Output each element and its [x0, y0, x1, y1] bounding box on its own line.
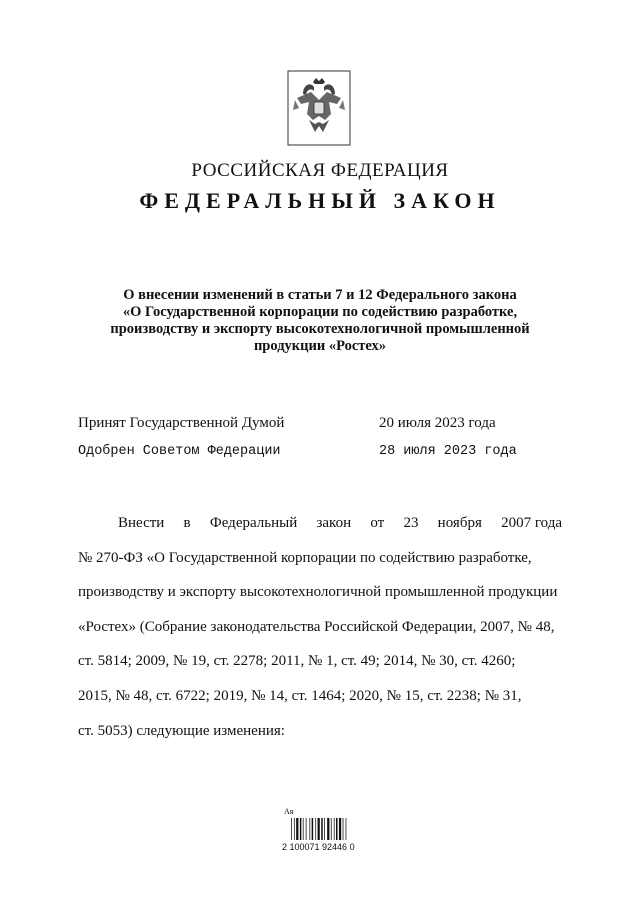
barcode-bar: [303, 818, 304, 840]
barcode-bar: [291, 818, 292, 840]
barcode-number: 2 100071 92446 0: [282, 842, 355, 852]
barcode-bar: [315, 818, 316, 840]
barcode-bar: [300, 818, 302, 840]
law-title-line: «О Государственной корпорации по содействию разработке,: [122, 304, 518, 320]
law-body-paragraph: [78, 513, 562, 755]
body-word: от: [370, 515, 385, 531]
law-title-line: О внесении изменений в статьи 7 и 12 Федерального закона: [123, 287, 517, 303]
barcode-bar: [294, 818, 295, 840]
barcode-bar: [318, 818, 320, 840]
body-line: ст. 5053) следующие изменения:: [78, 722, 285, 739]
law-title: [80, 287, 560, 355]
law-title-line: производству и экспорту высокотехнологичной промышленной: [110, 321, 530, 337]
document-type-heading: ФЕДЕРАЛЬНЫЙ ЗАКОН: [139, 188, 501, 213]
body-line: производству и экспорту высокотехнологичной промышленной продукции: [78, 584, 558, 601]
barcode-bar: [346, 818, 347, 840]
body-word: закон: [316, 515, 352, 531]
body-word: Федеральный: [209, 515, 298, 531]
barcode-bar: [306, 818, 307, 840]
barcode-bar: [324, 818, 325, 840]
barcode-bar: [343, 818, 344, 840]
body-line: «Ростех» (Собрание законодательства Российской Федерации, 2007, № 48,: [78, 618, 555, 635]
barcode-bar: [336, 818, 338, 840]
body-word: Внести: [118, 515, 165, 531]
emblem-icon: [287, 70, 351, 146]
barcode-bar: [339, 818, 341, 840]
body-word: 23: [403, 515, 419, 531]
barcode-icon: [291, 818, 357, 840]
adoption-duma-date: 20 июля 2023 года: [379, 415, 496, 431]
barcode-bar: [309, 818, 310, 840]
barcode-bar: [296, 818, 298, 840]
registry-mark: Ая: [284, 807, 294, 816]
barcode-bar: [331, 818, 332, 840]
approval-council-label: Одобрен Советом Федерации: [78, 444, 281, 459]
body-line: [78, 513, 562, 548]
barcode-bar: [327, 818, 329, 840]
country-heading: РОССИЙСКАЯ ФЕДЕРАЦИЯ: [191, 160, 449, 181]
body-line: 2015, № 48, ст. 6722; 2019, № 14, ст. 1464; 2020, № 15, ст. 2238; № 31,: [78, 687, 522, 704]
barcode-bar: [334, 818, 335, 840]
body-word: ноября: [437, 515, 482, 531]
adoption-duma-label: Принят Государственной Думой: [78, 415, 285, 431]
body-word: 2007 года: [501, 515, 562, 531]
body-word: в: [183, 515, 191, 531]
barcode-bar: [321, 818, 323, 840]
barcode-bar: [312, 818, 314, 840]
body-line: № 270-ФЗ «О Государственной корпорации по содействию разработке,: [78, 549, 532, 566]
approval-council-date: 28 июля 2023 года: [379, 444, 517, 459]
body-line: ст. 5814; 2009, № 19, ст. 2278; 2011, № 1, ст. 49; 2014, № 30, ст. 4260;: [78, 653, 516, 670]
law-title-line: продукции «Ростех»: [253, 338, 387, 354]
